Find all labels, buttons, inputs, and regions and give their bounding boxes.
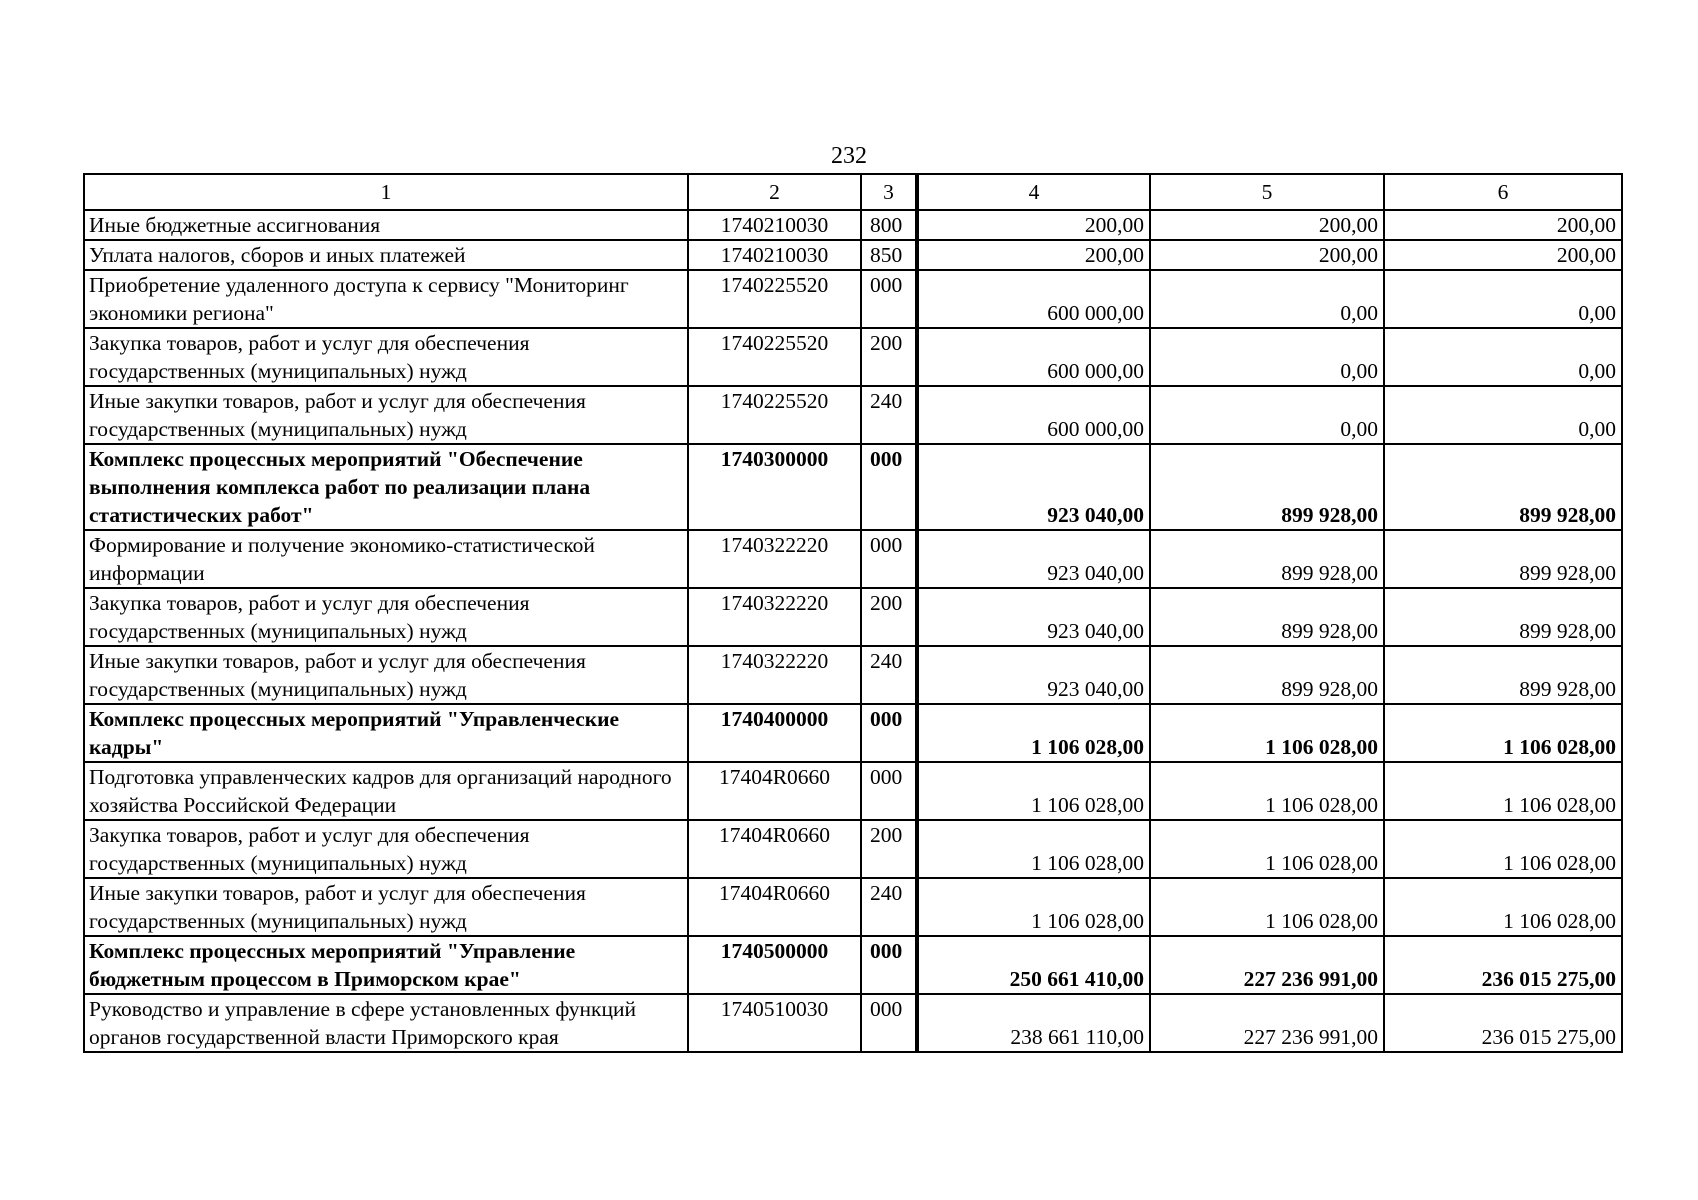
table-row bbox=[84, 646, 1622, 704]
row-kind-cell: 200 bbox=[861, 588, 916, 646]
row-value-col5: 1 106 028,00 bbox=[1150, 820, 1384, 878]
row-code-cell: 17404R0660 bbox=[688, 820, 861, 878]
row-value-col4: 600 000,00 bbox=[918, 328, 1150, 386]
table-row bbox=[84, 386, 1622, 444]
row-name-cell: Закупка товаров, работ и услуг для обеспечения государственных (муниципальных) нужд bbox=[84, 588, 688, 646]
row-code-cell: 1740225520 bbox=[688, 328, 861, 386]
row-kind-cell: 000 bbox=[861, 270, 916, 328]
row-value-col5: 899 928,00 bbox=[1150, 444, 1384, 530]
row-kind-cell: 000 bbox=[861, 530, 916, 588]
row-name-cell: Руководство и управление в сфере установленных функций органов государственной власти Приморского края bbox=[84, 994, 688, 1052]
row-code-cell: 1740322220 bbox=[688, 530, 861, 588]
row-kind-cell: 800 bbox=[861, 210, 916, 240]
table-row bbox=[84, 878, 1622, 936]
table-row bbox=[84, 530, 1622, 588]
row-value-col4: 600 000,00 bbox=[918, 386, 1150, 444]
row-value-col4: 200,00 bbox=[918, 210, 1150, 240]
row-code-cell: 1740225520 bbox=[688, 270, 861, 328]
row-value-col5: 0,00 bbox=[1150, 386, 1384, 444]
row-name-cell: Закупка товаров, работ и услуг для обеспечения государственных (муниципальных) нужд bbox=[84, 820, 688, 878]
row-name-cell: Комплекс процессных мероприятий "Обеспечение выполнения комплекса работ по реализации плана статистических работ" bbox=[84, 444, 688, 530]
row-code-cell: 1740500000 bbox=[688, 936, 861, 994]
header-cell: 3 bbox=[861, 174, 916, 210]
row-value-col6: 236 015 275,00 bbox=[1384, 994, 1622, 1052]
header-cell: 1 bbox=[84, 174, 688, 210]
row-kind-cell: 000 bbox=[861, 444, 916, 530]
row-value-col6: 899 928,00 bbox=[1384, 530, 1622, 588]
row-value-col4: 923 040,00 bbox=[918, 444, 1150, 530]
row-value-col5: 0,00 bbox=[1150, 328, 1384, 386]
row-name-cell: Иные закупки товаров, работ и услуг для обеспечения государственных (муниципальных) нужд bbox=[84, 878, 688, 936]
row-value-col5: 1 106 028,00 bbox=[1150, 878, 1384, 936]
row-value-col5: 200,00 bbox=[1150, 240, 1384, 270]
row-value-col5: 200,00 bbox=[1150, 210, 1384, 240]
row-value-col4: 1 106 028,00 bbox=[918, 878, 1150, 936]
row-value-col5: 227 236 991,00 bbox=[1150, 936, 1384, 994]
row-code-cell: 1740210030 bbox=[688, 240, 861, 270]
row-value-col4: 600 000,00 bbox=[918, 270, 1150, 328]
row-value-col5: 0,00 bbox=[1150, 270, 1384, 328]
row-code-cell: 17404R0660 bbox=[688, 762, 861, 820]
row-code-cell: 1740225520 bbox=[688, 386, 861, 444]
table-row bbox=[84, 210, 1622, 240]
row-name-cell: Комплекс процессных мероприятий "Управление бюджетным процессом в Приморском крае" bbox=[84, 936, 688, 994]
header-cell: 2 bbox=[688, 174, 861, 210]
row-name-cell: Подготовка управленческих кадров для организаций народного хозяйства Российской Федерации bbox=[84, 762, 688, 820]
row-kind-cell: 850 bbox=[861, 240, 916, 270]
row-value-col5: 899 928,00 bbox=[1150, 646, 1384, 704]
row-value-col4: 1 106 028,00 bbox=[918, 820, 1150, 878]
row-value-col4: 200,00 bbox=[918, 240, 1150, 270]
row-code-cell: 1740510030 bbox=[688, 994, 861, 1052]
page-number: 232 bbox=[831, 143, 867, 169]
row-value-col6: 200,00 bbox=[1384, 240, 1622, 270]
row-name-cell: Уплата налогов, сборов и иных платежей bbox=[84, 240, 688, 270]
row-kind-cell: 200 bbox=[861, 328, 916, 386]
row-code-cell: 1740210030 bbox=[688, 210, 861, 240]
table-row bbox=[84, 328, 1622, 386]
row-name-cell: Приобретение удаленного доступа к сервису "Мониторинг экономики региона" bbox=[84, 270, 688, 328]
row-name-cell: Иные закупки товаров, работ и услуг для обеспечения государственных (муниципальных) нужд bbox=[84, 646, 688, 704]
table-row bbox=[84, 240, 1622, 270]
row-value-col4: 923 040,00 bbox=[918, 530, 1150, 588]
table-row bbox=[84, 270, 1622, 328]
row-value-col4: 923 040,00 bbox=[918, 646, 1150, 704]
row-value-col5: 899 928,00 bbox=[1150, 530, 1384, 588]
table-row bbox=[84, 994, 1622, 1052]
row-value-col4: 1 106 028,00 bbox=[918, 762, 1150, 820]
header-cell: 4 bbox=[918, 174, 1150, 210]
table-row bbox=[84, 820, 1622, 878]
row-value-col5: 1 106 028,00 bbox=[1150, 704, 1384, 762]
header-cell: 5 bbox=[1150, 174, 1384, 210]
budget-table bbox=[83, 173, 1623, 1053]
row-value-col4: 250 661 410,00 bbox=[918, 936, 1150, 994]
table-row bbox=[84, 762, 1622, 820]
row-value-col6: 1 106 028,00 bbox=[1384, 878, 1622, 936]
row-value-col6: 899 928,00 bbox=[1384, 588, 1622, 646]
row-value-col6: 0,00 bbox=[1384, 386, 1622, 444]
row-name-cell: Комплекс процессных мероприятий "Управленческие кадры" bbox=[84, 704, 688, 762]
table-row bbox=[84, 704, 1622, 762]
table-row bbox=[84, 444, 1622, 530]
header-cell: 6 bbox=[1384, 174, 1622, 210]
row-code-cell: 1740322220 bbox=[688, 588, 861, 646]
row-value-col5: 227 236 991,00 bbox=[1150, 994, 1384, 1052]
row-value-col6: 0,00 bbox=[1384, 270, 1622, 328]
row-kind-cell: 200 bbox=[861, 820, 916, 878]
row-value-col5: 899 928,00 bbox=[1150, 588, 1384, 646]
row-code-cell: 17404R0660 bbox=[688, 878, 861, 936]
row-value-col4: 1 106 028,00 bbox=[918, 704, 1150, 762]
row-value-col6: 899 928,00 bbox=[1384, 646, 1622, 704]
row-value-col6: 1 106 028,00 bbox=[1384, 820, 1622, 878]
row-kind-cell: 000 bbox=[861, 704, 916, 762]
row-kind-cell: 240 bbox=[861, 386, 916, 444]
row-name-cell: Иные бюджетные ассигнования bbox=[84, 210, 688, 240]
header-row bbox=[84, 174, 1622, 210]
row-code-cell: 1740300000 bbox=[688, 444, 861, 530]
row-value-col5: 1 106 028,00 bbox=[1150, 762, 1384, 820]
row-kind-cell: 000 bbox=[861, 936, 916, 994]
row-code-cell: 1740400000 bbox=[688, 704, 861, 762]
row-code-cell: 1740322220 bbox=[688, 646, 861, 704]
row-value-col6: 1 106 028,00 bbox=[1384, 762, 1622, 820]
row-value-col6: 1 106 028,00 bbox=[1384, 704, 1622, 762]
row-kind-cell: 000 bbox=[861, 762, 916, 820]
row-kind-cell: 240 bbox=[861, 878, 916, 936]
row-kind-cell: 000 bbox=[861, 994, 916, 1052]
table-row bbox=[84, 936, 1622, 994]
table-row bbox=[84, 588, 1622, 646]
row-value-col6: 236 015 275,00 bbox=[1384, 936, 1622, 994]
row-name-cell: Иные закупки товаров, работ и услуг для обеспечения государственных (муниципальных) нужд bbox=[84, 386, 688, 444]
row-value-col4: 923 040,00 bbox=[918, 588, 1150, 646]
row-name-cell: Закупка товаров, работ и услуг для обеспечения государственных (муниципальных) нужд bbox=[84, 328, 688, 386]
row-kind-cell: 240 bbox=[861, 646, 916, 704]
row-value-col6: 200,00 bbox=[1384, 210, 1622, 240]
row-value-col4: 238 661 110,00 bbox=[918, 994, 1150, 1052]
row-value-col6: 899 928,00 bbox=[1384, 444, 1622, 530]
row-value-col6: 0,00 bbox=[1384, 328, 1622, 386]
row-name-cell: Формирование и получение экономико-статистической информации bbox=[84, 530, 688, 588]
